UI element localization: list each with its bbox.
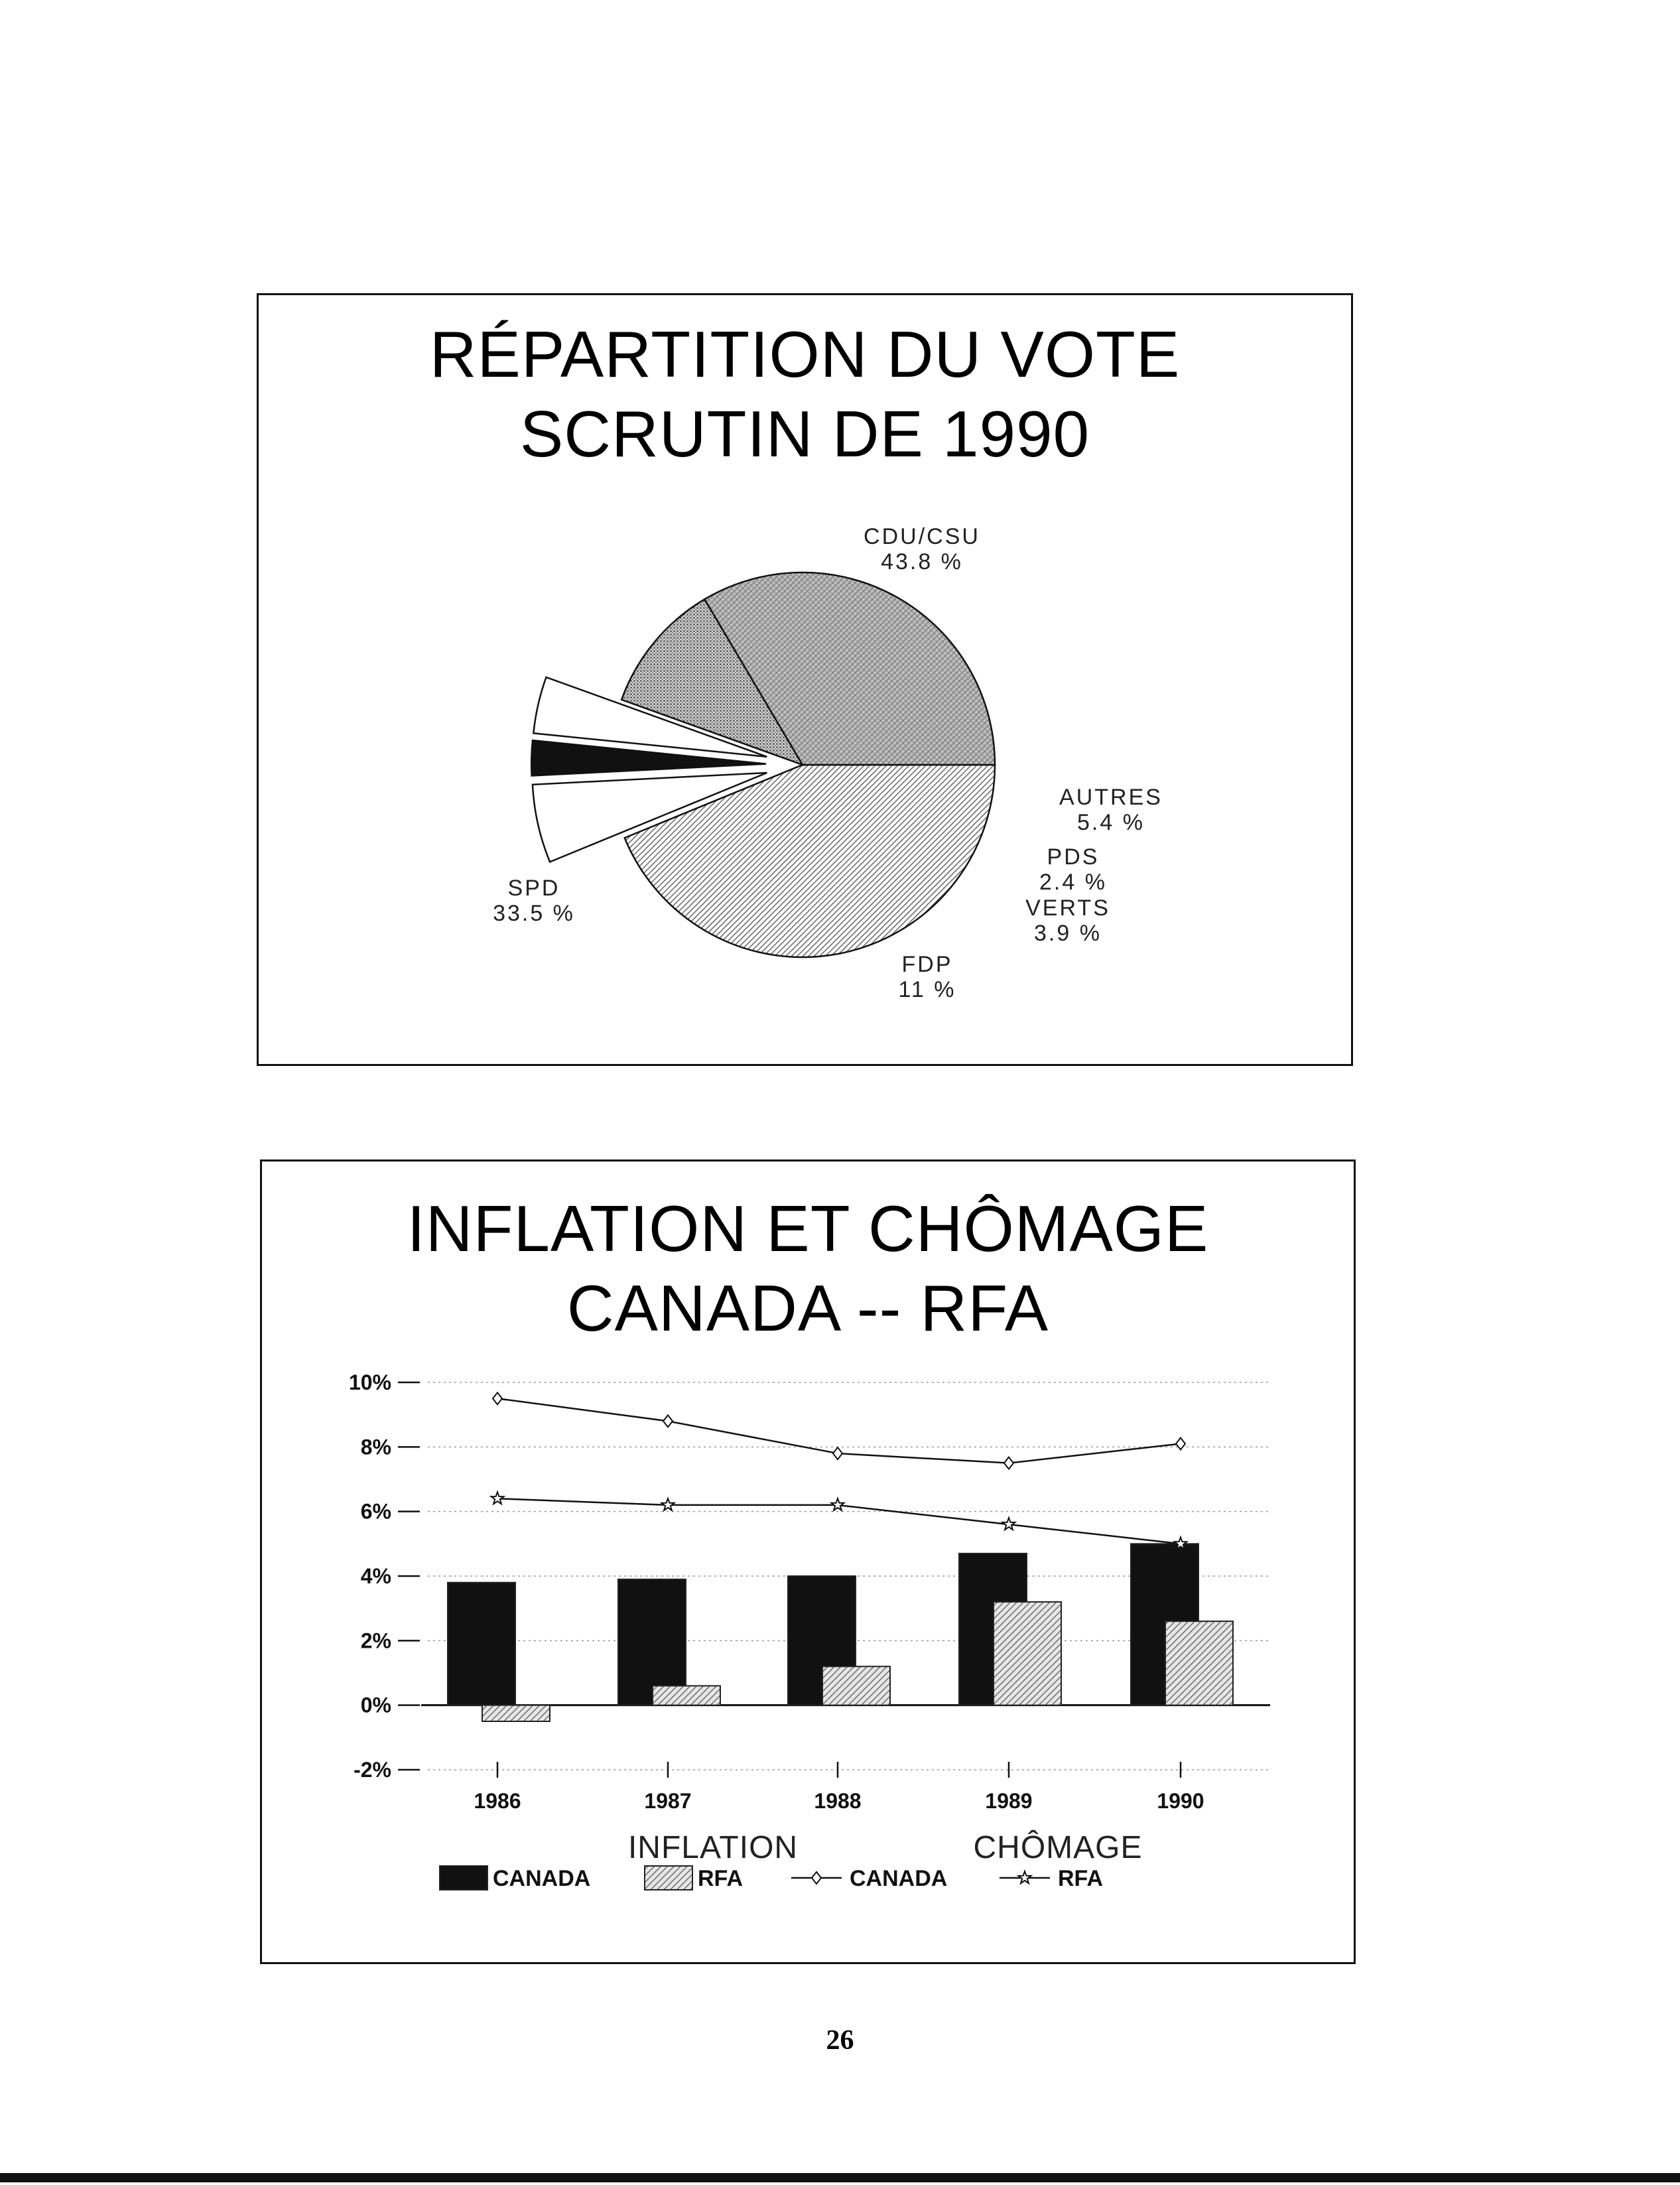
x-tick-label-1989: 1989	[985, 1789, 1033, 1813]
legend-label-chomage-canada: CANADA	[850, 1866, 948, 1891]
legend-marker-diamond-line	[812, 1872, 821, 1884]
pie-value-spd: 33.5 %	[493, 901, 575, 926]
bar-inflation-rfa-1988	[822, 1666, 890, 1705]
point-chomage-rfa-1987	[662, 1498, 675, 1510]
bar-inflation-rfa-1989	[994, 1602, 1061, 1705]
pie-label-verts: VERTS	[1025, 895, 1110, 921]
x-tick-label-1990: 1990	[1157, 1789, 1204, 1813]
legend-label-inflation-canada: CANADA	[493, 1866, 591, 1891]
legend-label-chomage-rfa: RFA	[1058, 1866, 1103, 1891]
bar-inflation-rfa-1986	[482, 1705, 550, 1721]
pie-label-fdp: FDP	[901, 952, 953, 977]
bottom-rule	[0, 2173, 1680, 2182]
vote-distribution-panel	[257, 293, 1353, 1066]
pie-value-verts: 3.9 %	[1034, 921, 1102, 946]
inflation-unemployment-panel	[260, 1159, 1356, 1964]
pie-chart	[259, 295, 1355, 1068]
pie-label-pds: PDS	[1047, 844, 1100, 870]
pie-label-cdu-csu: CDU/CSU	[864, 524, 980, 549]
y-tick-label: 8%	[360, 1435, 391, 1459]
pie-value-pds: 2.4 %	[1039, 870, 1107, 895]
page-number: 26	[826, 2025, 854, 2056]
point-chomage-canada-1987	[663, 1415, 673, 1427]
bar-inflation-rfa-1987	[653, 1686, 720, 1705]
pie-label-autres: AUTRES	[1059, 785, 1163, 810]
y-tick-label: 6%	[360, 1499, 391, 1524]
pie-value-cdu-csu: 43.8 %	[881, 549, 963, 574]
bar-inflation-canada-1986	[448, 1583, 515, 1705]
legend-group-chomage: CHÔMAGE	[973, 1830, 1143, 1865]
point-chomage-rfa-1988	[832, 1498, 844, 1510]
pie-value-autres: 5.4 %	[1077, 810, 1145, 835]
legend-label-inflation-rfa: RFA	[698, 1866, 743, 1891]
x-tick-label-1988: 1988	[814, 1789, 862, 1813]
point-chomage-canada-1990	[1176, 1437, 1185, 1449]
pie-title-line-1: RÉPARTITION DU VOTE	[429, 318, 1181, 391]
bar-line-chart	[262, 1161, 1358, 1966]
y-tick-label: 10%	[348, 1370, 391, 1394]
y-tick-label: 4%	[360, 1564, 391, 1588]
y-tick-label: -2%	[354, 1758, 391, 1782]
point-chomage-rfa-1989	[1003, 1518, 1015, 1530]
x-tick-label-1987: 1987	[644, 1789, 692, 1813]
legend-swatch-black	[440, 1866, 487, 1890]
legend-group-inflation: INFLATION	[627, 1830, 799, 1865]
x-tick-label-1986: 1986	[474, 1789, 521, 1813]
pie-value-fdp: 11 %	[898, 977, 956, 1002]
y-tick-label: 0%	[360, 1693, 391, 1717]
point-chomage-canada-1989	[1004, 1457, 1013, 1469]
point-chomage-canada-1986	[493, 1392, 502, 1404]
point-chomage-canada-1988	[833, 1447, 842, 1459]
bar-title-line-2: CANADA -- RFA	[566, 1272, 1049, 1345]
pie-title-line-2: SCRUTIN DE 1990	[519, 397, 1090, 470]
bar-inflation-rfa-1990	[1165, 1621, 1233, 1705]
y-tick-label: 2%	[360, 1628, 391, 1653]
point-chomage-rfa-1986	[491, 1492, 504, 1504]
pie-label-spd: SPD	[507, 876, 560, 901]
legend-swatch-hatch	[645, 1866, 692, 1890]
bar-title-line-1: INFLATION ET CHÔMAGE	[407, 1192, 1209, 1265]
legend-marker-star-line	[1019, 1871, 1031, 1883]
